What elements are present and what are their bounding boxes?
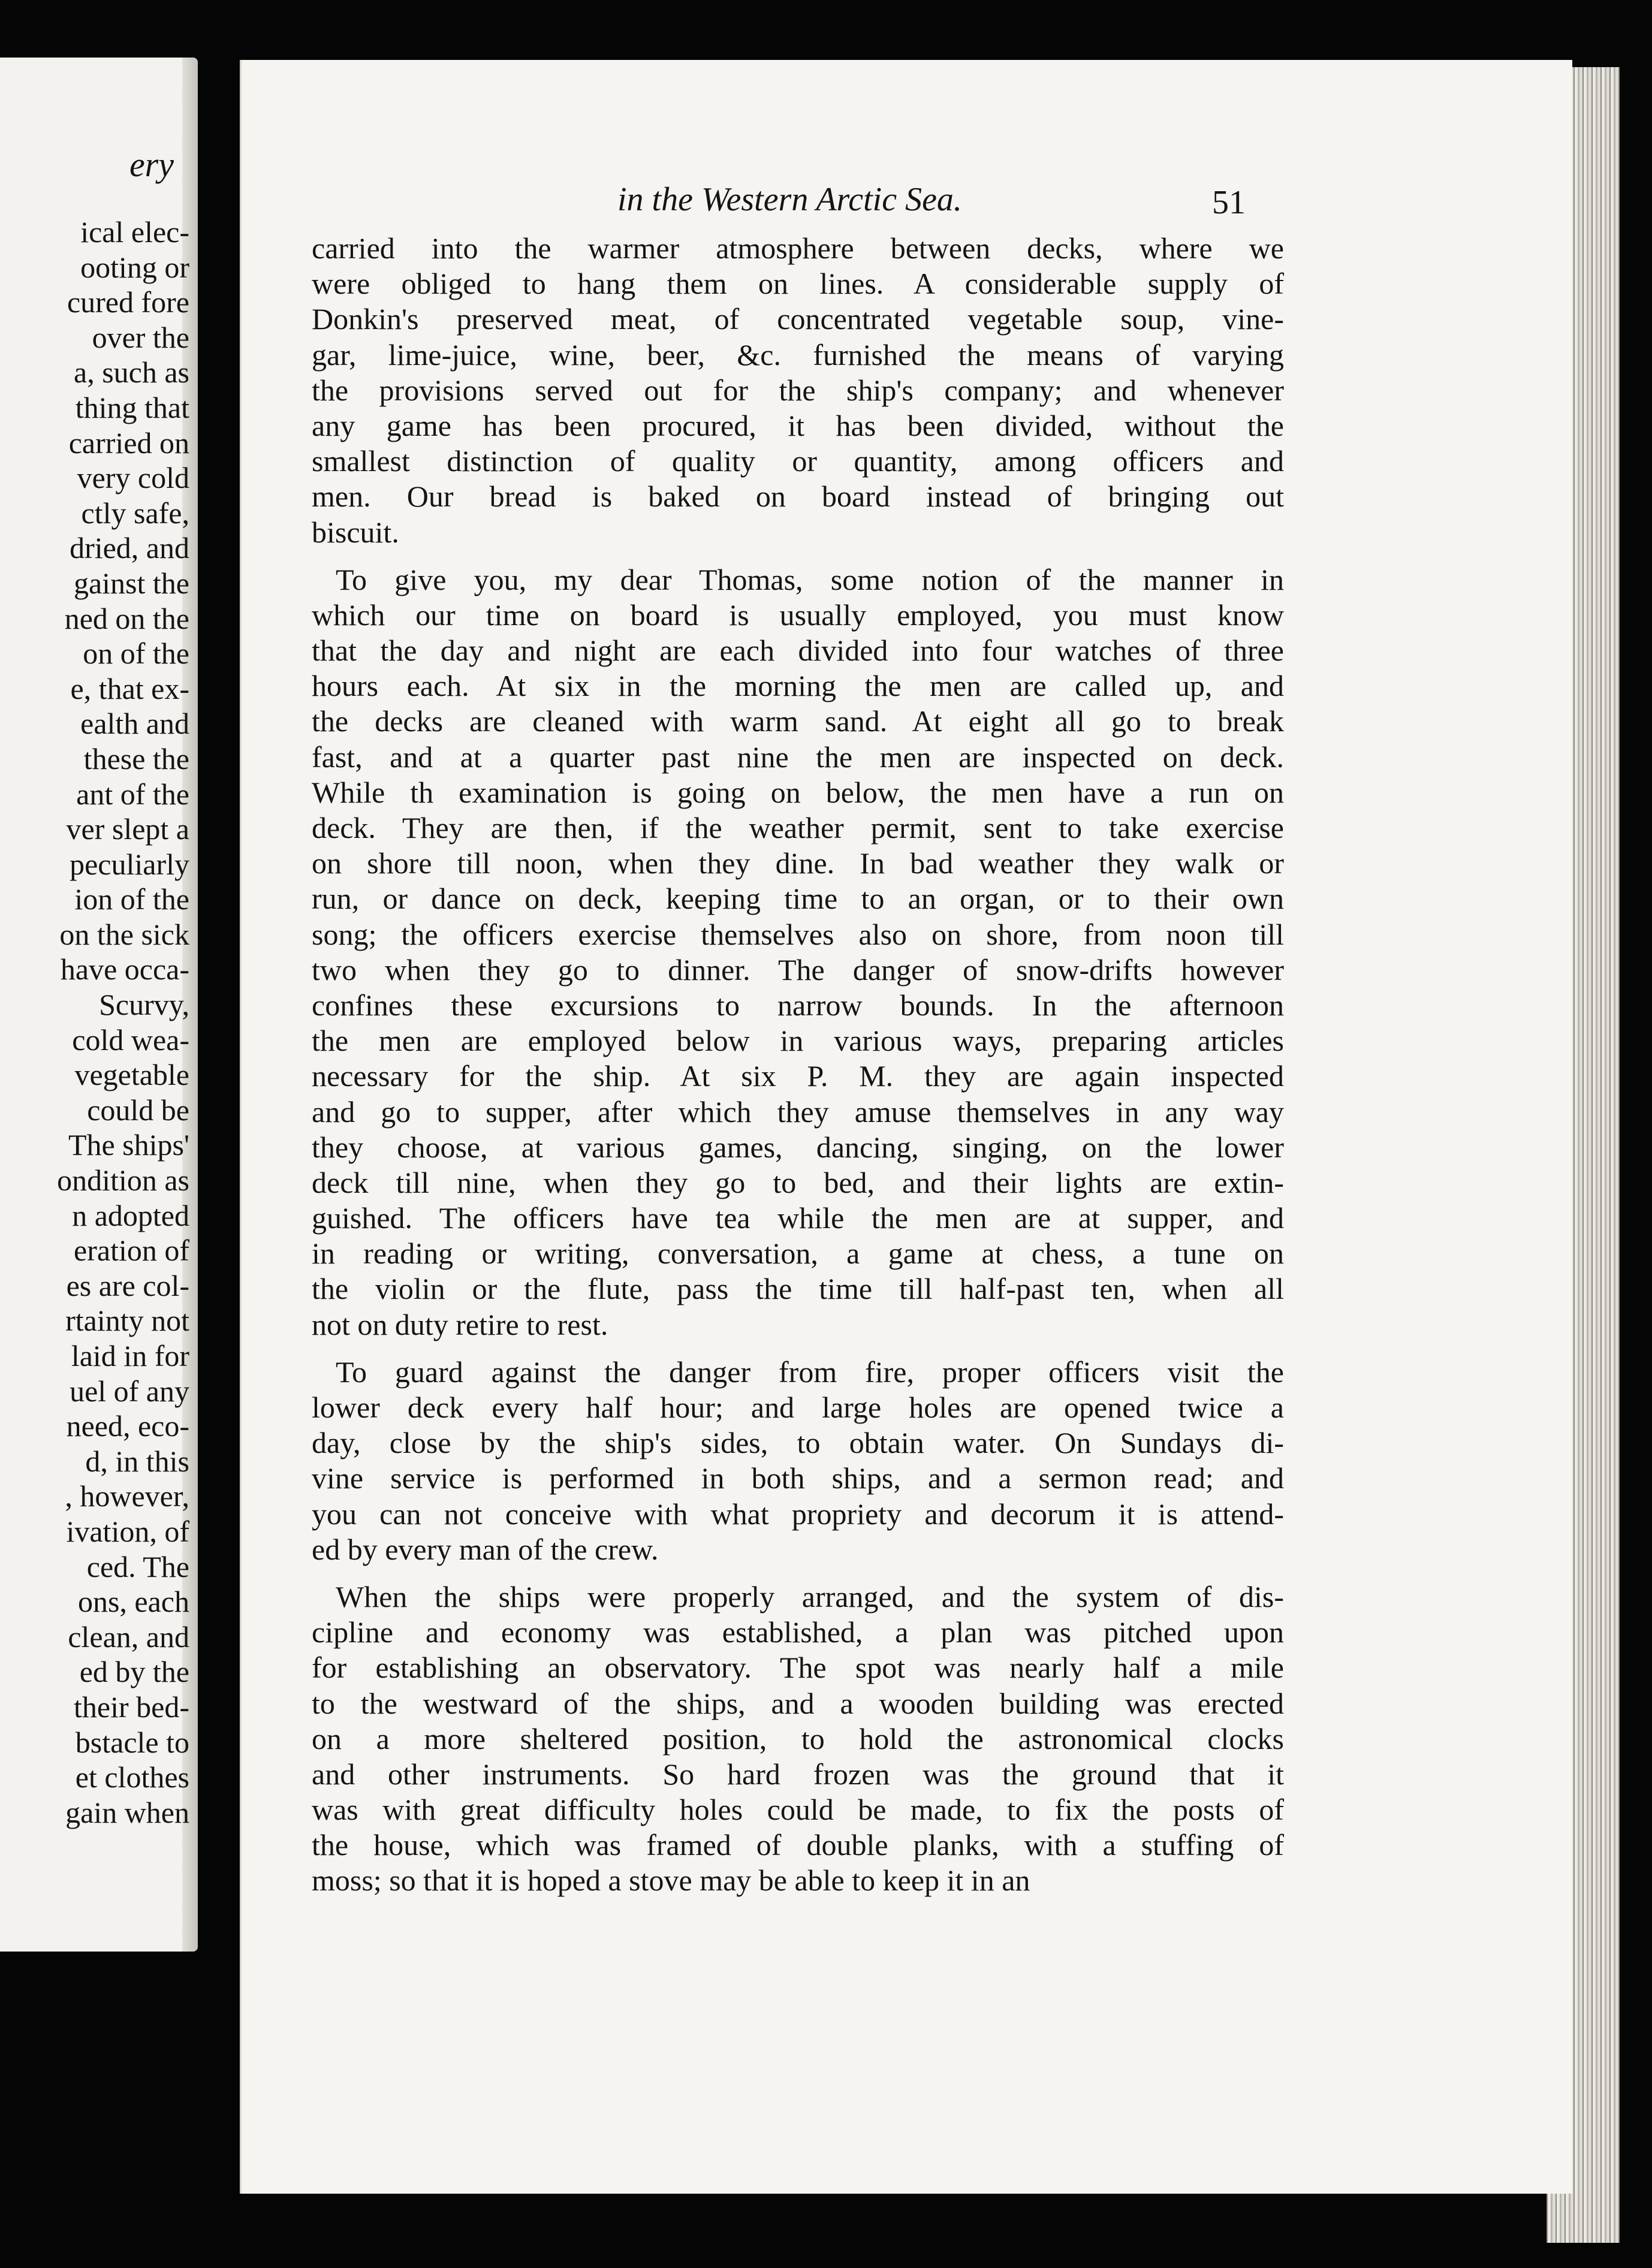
left-text-line: The ships'	[68, 1128, 189, 1162]
paragraph	[312, 1579, 1284, 1899]
left-text-line: ced. The	[86, 1549, 189, 1584]
left-text-line: ant of the	[76, 777, 189, 811]
text-line: song; the officers exercise themselves also on shore, from noon till	[312, 917, 1284, 951]
text-line: any game has been procured, it has been divided, without the	[312, 408, 1284, 442]
left-text-line: cold wea-	[72, 1023, 189, 1057]
left-text-line: very cold	[77, 461, 189, 495]
text-line: was with great difficulty holes could be made, to fix the posts of	[312, 1793, 1284, 1827]
left-text-line: ned on the	[64, 601, 189, 635]
left-text-line: uel of any	[70, 1374, 189, 1408]
text-line: To give you, my dear Thomas, some notion of the manner in	[336, 562, 1284, 596]
text-line: vine service is performed in both ships, and a sermon read; and	[312, 1461, 1284, 1495]
left-text-line: on the sick	[59, 917, 189, 951]
text-line: ed by every man of the crew.	[312, 1532, 659, 1566]
text-line: you can not conceive with what propriety and decorum it is attend-	[312, 1497, 1284, 1531]
left-text-line: ver slept a	[66, 812, 189, 846]
left-text-line: peculiarly	[70, 847, 189, 881]
left-text-line: Scurvy,	[99, 988, 189, 1022]
text-line: which our time on board is usually employed, you must know	[312, 598, 1284, 632]
left-text-line: over the	[92, 320, 189, 354]
left-text-line: ealth and	[80, 707, 189, 741]
text-line: that the day and night are each divided into four watches of three	[312, 634, 1284, 668]
left-text-line: rtainty not	[65, 1304, 189, 1338]
text-line: day, close by the ship's sides, to obtain water. On Sundays di-	[312, 1426, 1284, 1460]
left-text-line: es are col-	[66, 1268, 189, 1302]
left-text-line: a, such as	[74, 355, 189, 390]
left-text-line: ons, each	[77, 1585, 189, 1619]
text-line: fast, and at a quarter past nine the men are inspected on deck.	[312, 740, 1284, 774]
text-line: two when they go to dinner. The danger of snow-drifts however	[312, 952, 1284, 987]
text-line: deck till nine, when they go to bed, and their lights are extin-	[312, 1165, 1284, 1199]
left-text-line: ctly safe,	[81, 496, 189, 530]
left-text-line: gain when	[65, 1795, 189, 1829]
left-text-line: e, that ex-	[70, 671, 189, 705]
text-line: guished. The officers have tea while the men are at supper, and	[312, 1201, 1284, 1235]
left-text-line: ondition as	[57, 1163, 189, 1198]
text-line: To guard against the danger from fire, proper officers visit the	[336, 1355, 1284, 1389]
paragraph-gap	[312, 1343, 1284, 1355]
left-text-line: ion of the	[74, 882, 189, 916]
paragraph	[312, 562, 1284, 1343]
text-line: they choose, at various games, dancing, singing, on the lower	[312, 1130, 1284, 1164]
text-line: Donkin's preserved meat, of concentrated vegetable soup, vine-	[312, 302, 1284, 336]
left-text-line: their bed-	[74, 1690, 189, 1724]
text-line: deck. They are then, if the weather permit, sent to take exercise	[312, 811, 1284, 845]
left-text-line: et clothes	[75, 1760, 189, 1795]
text-line: the violin or the flute, pass the time till half-past ten, when all	[312, 1272, 1284, 1306]
paragraph-gap	[312, 550, 1284, 562]
text-line: cipline and economy was established, a plan was pitched upon	[312, 1615, 1284, 1649]
text-line: run, or dance on deck, keeping time to an organ, or to their own	[312, 882, 1284, 916]
text-line: When the ships were properly arranged, and the system of dis-	[336, 1579, 1284, 1613]
text-line: gar, lime-juice, wine, beer, &c. furnished the means of varying	[312, 337, 1284, 372]
text-line: biscuit.	[312, 515, 399, 549]
text-line: the provisions served out for the ship's company; and whenever	[312, 373, 1284, 407]
paragraph	[312, 1355, 1284, 1567]
text-line: the house, which was framed of double planks, with a stuffing of	[312, 1828, 1284, 1862]
text-line: necessary for the ship. At six P. M. they are again inspected	[312, 1059, 1284, 1093]
left-text-line: cured fore	[67, 285, 189, 319]
text-line: While th examination is going on below, the men have a run on	[312, 775, 1284, 809]
text-line: men. Our bread is baked on board instead of bringing out	[312, 479, 1284, 514]
left-text-line: have occa-	[60, 952, 189, 987]
left-page	[0, 58, 198, 1952]
left-text-line: , however,	[65, 1479, 189, 1513]
left-text-line: thing that	[75, 390, 189, 424]
left-text-line: ed by the	[79, 1655, 189, 1689]
text-line: the decks are cleaned with warm sand. At eight all go to break	[312, 704, 1284, 738]
paragraph-gap	[312, 1567, 1284, 1579]
left-text-line: could be	[87, 1093, 189, 1127]
running-head: in the Western Arctic Sea.	[617, 181, 962, 218]
left-running-head: ery	[129, 145, 174, 184]
text-line: on a more sheltered position, to hold the astronomical clocks	[312, 1721, 1284, 1756]
left-text-line: these the	[83, 741, 189, 776]
left-text-line: on of the	[83, 637, 189, 671]
text-line: confines these excursions to narrow bounds. In the afternoon	[312, 988, 1284, 1022]
left-text-line: vegetable	[74, 1058, 189, 1092]
text-line: moss; so that it is hoped a stove may be able to keep it in an	[312, 1863, 1030, 1898]
text-line: and go to supper, after which they amuse themselves in any way	[312, 1094, 1284, 1129]
text-line: hours each. At six in the morning the men are called up, and	[312, 669, 1284, 703]
page-number: 51	[1212, 184, 1246, 221]
text-line: carried into the warmer atmosphere between decks, where we	[312, 231, 1284, 265]
paragraph	[312, 231, 1284, 550]
text-line: on shore till noon, when they dine. In bad weather they walk or	[312, 846, 1284, 880]
text-line: to the westward of the ships, and a wooden building was erected	[312, 1686, 1284, 1720]
text-line: smallest distinction of quality or quantity, among officers and	[312, 444, 1284, 478]
left-text-line: d, in this	[85, 1444, 189, 1478]
left-text-line: ivation, of	[66, 1514, 189, 1548]
left-text-line: laid in for	[71, 1339, 189, 1373]
text-line: in reading or writing, conversation, a game at chess, a tune on	[312, 1236, 1284, 1271]
left-text-line: dried, and	[70, 531, 189, 565]
text-line: for establishing an observatory. The spot was nearly half a mile	[312, 1651, 1284, 1685]
left-page-text	[57, 215, 189, 1830]
left-text-line: bstacle to	[75, 1725, 189, 1759]
text-line: and other instruments. So hard frozen was the ground that it	[312, 1757, 1284, 1791]
left-text-line: ooting or	[80, 250, 189, 284]
left-text-line: carried on	[68, 426, 189, 460]
left-text-line: eration of	[74, 1233, 189, 1268]
left-text-line: gainst the	[73, 566, 189, 600]
body-text	[312, 231, 1284, 1899]
text-line: not on duty retire to rest.	[312, 1307, 608, 1341]
text-line: the men are employed below in various ways, preparing articles	[312, 1024, 1284, 1058]
text-line: lower deck every half hour; and large holes are opened twice a	[312, 1391, 1284, 1424]
left-text-line: clean, and	[68, 1619, 189, 1654]
left-text-line: ical elec-	[80, 215, 189, 249]
text-line: were obliged to hang them on lines. A considerable supply of	[312, 267, 1284, 301]
left-text-line: need, eco-	[66, 1409, 189, 1443]
left-text-line: n adopted	[72, 1198, 189, 1232]
